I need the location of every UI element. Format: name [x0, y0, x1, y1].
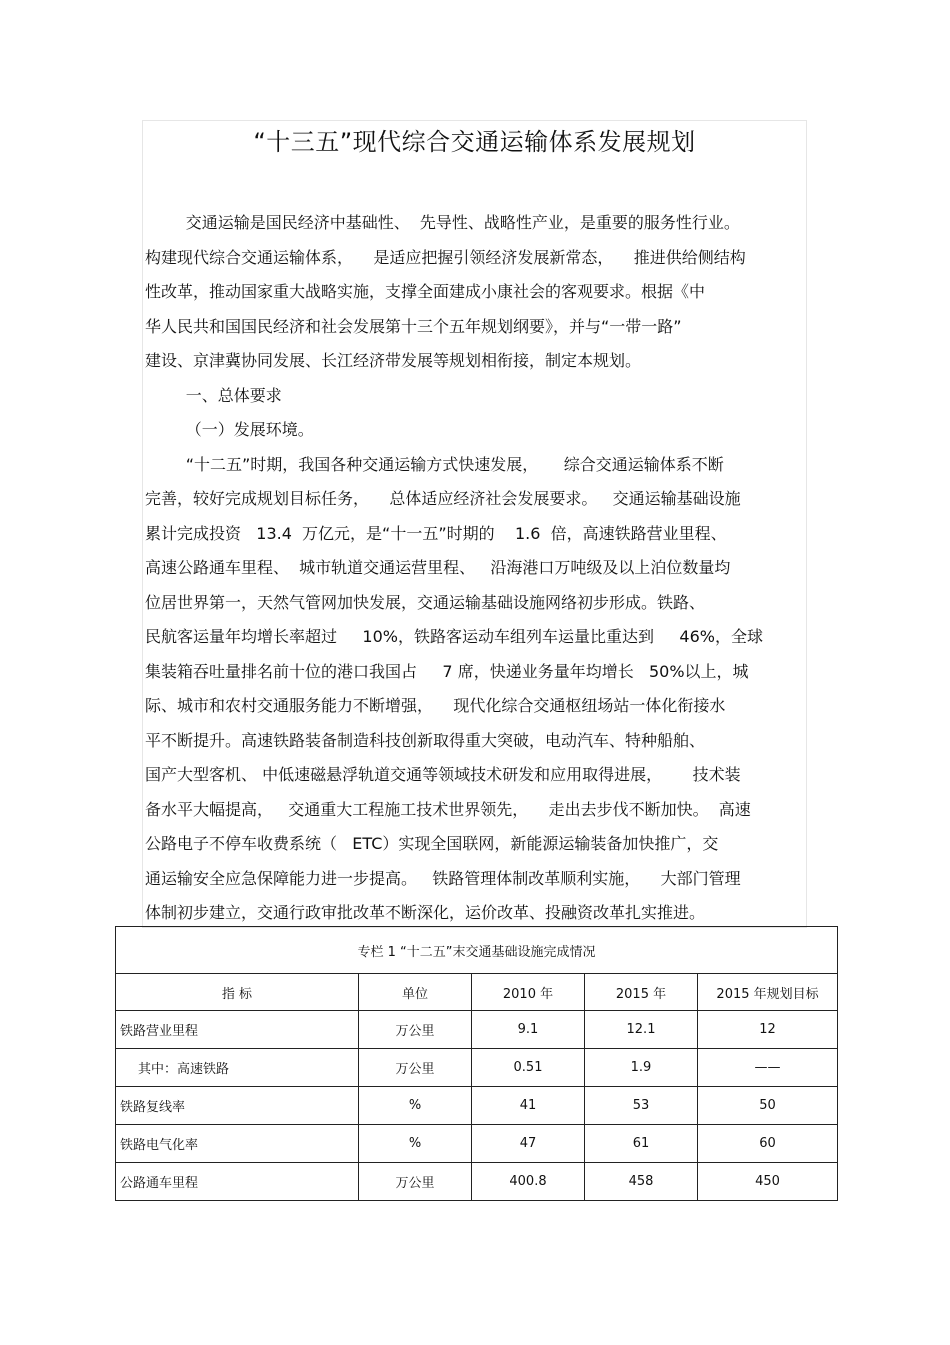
cell-indicator: 铁路复线率	[116, 1087, 359, 1125]
body-line: 完善，较好完成规划目标任务， 总体适应经济社会发展要求。 交通运输基础设施	[145, 489, 741, 508]
cell-target: ——	[698, 1049, 838, 1087]
cell-unit: %	[359, 1125, 472, 1163]
cell-2010: 9.1	[472, 1011, 585, 1049]
cell-unit: 万公里	[359, 1163, 472, 1201]
header-unit: 单位	[359, 974, 472, 1011]
body-line: 公路电子不停车收费系统（ ETC）实现全国联网，新能源运输装备加快推广，交	[145, 834, 719, 853]
body-line: 位居世界第一，天然气管网加快发展，交通运输基础设施网络初步形成。铁路、	[145, 592, 706, 612]
cell-2015: 61	[585, 1125, 698, 1163]
body-line: 建设、京津冀协同发展、长江经济带发展等规划相衔接，制定本规划。	[145, 351, 642, 370]
cell-2015: 458	[585, 1163, 698, 1201]
body-line: 通运输安全应急保障能力进一步提高。 铁路管理体制改革顺利实施， 大部门管理	[145, 868, 741, 888]
cell-indicator: 其中：高速铁路	[116, 1049, 359, 1087]
cell-2010: 41	[472, 1087, 585, 1125]
body-line: 体制初步建立，交通行政审批改革不断深化，运价改革、投融资改革扎实推进。	[145, 903, 706, 922]
cell-2010: 0.51	[472, 1049, 585, 1087]
body-line: 平不断提升。高速铁路装备制造科技创新取得重大突破，电动汽车、特种船舶、	[145, 730, 706, 750]
body-line: 华人民共和国国民经济和社会发展第十三个五年规划纲要》，并与“一带一路”	[145, 316, 682, 336]
cell-unit: 万公里	[359, 1049, 472, 1087]
cell-target: 50	[698, 1087, 838, 1125]
cell-unit: %	[359, 1087, 472, 1125]
body-line: 交通运输是国民经济中基础性、 先导性、战略性产业，是重要的服务性行业。	[145, 213, 740, 232]
body-line: “十二五”时期，我国各种交通运输方式快速发展， 综合交通运输体系不断	[145, 454, 724, 474]
body-line: 构建现代综合交通运输体系， 是适应把握引领经济发展新常态， 推进供给侧结构	[145, 247, 746, 267]
cell-indicator: 铁路营业里程	[116, 1011, 359, 1049]
table-row	[116, 1163, 838, 1201]
table-caption: 专栏 1 “十二五”末交通基础设施完成情况	[116, 927, 838, 974]
header-2015: 2015 年	[585, 974, 698, 1011]
cell-unit: 万公里	[359, 1011, 472, 1049]
cell-indicator: 公路通车里程	[116, 1163, 359, 1201]
body-line: 民航客运量年均增长率超过 10%，铁路客运动车组列车运量比重达到 46%，全球	[145, 627, 763, 646]
body-line: 集装箱吞吐量排名前十位的港口我国占 7 席，快递业务量年均增长 50%以上，城	[145, 661, 749, 681]
cell-2015: 12.1	[585, 1011, 698, 1049]
document-title: “十三五”现代综合交通运输体系发展规划	[253, 128, 696, 156]
cell-2010: 400.8	[472, 1163, 585, 1201]
cell-target: 60	[698, 1125, 838, 1163]
table-row	[116, 1087, 838, 1125]
cell-target: 12	[698, 1011, 838, 1049]
cell-2015: 53	[585, 1087, 698, 1125]
table-row	[116, 1011, 838, 1049]
infrastructure-table-wrapper	[115, 926, 837, 1201]
cell-2015: 1.9	[585, 1049, 698, 1087]
table-row	[116, 1125, 838, 1163]
body-text	[145, 206, 807, 931]
body-line: 高速公路通车里程、 城市轨道交通运营里程、 沿海港口万吨级及以上泊位数量均	[145, 558, 731, 577]
body-line: 备水平大幅提高， 交通重大工程施工技术世界领先， 走出去步伐不断加快。 高速	[145, 799, 751, 819]
body-line: 际、城市和农村交通服务能力不断增强， 现代化综合交通枢纽场站一体化衔接水	[145, 696, 726, 715]
header-indicator: 指 标	[116, 974, 359, 1011]
cell-2010: 47	[472, 1125, 585, 1163]
body-line: 国产大型客机、 中低速磁悬浮轨道交通等领域技术研发和应用取得进展， 技术装	[145, 765, 741, 784]
subsection-heading: （一）发展环境。	[145, 420, 314, 439]
body-line: 性改革，推动国家重大战略实施，支撑全面建成小康社会的客观要求。根据《中	[145, 282, 706, 301]
header-target: 2015 年规划目标	[698, 974, 838, 1011]
cell-indicator: 铁路电气化率	[116, 1125, 359, 1163]
table-caption-row	[116, 927, 838, 974]
table-header-row	[116, 974, 838, 1011]
table-row	[116, 1049, 838, 1087]
cell-target: 450	[698, 1163, 838, 1201]
infrastructure-table	[115, 926, 838, 1201]
header-2010: 2010 年	[472, 974, 585, 1011]
body-line: 累计完成投资 13.4 万亿元，是“十一五”时期的 1.6 倍，高速铁路营业里程、	[145, 523, 727, 543]
section-heading: 一、总体要求	[145, 385, 282, 405]
